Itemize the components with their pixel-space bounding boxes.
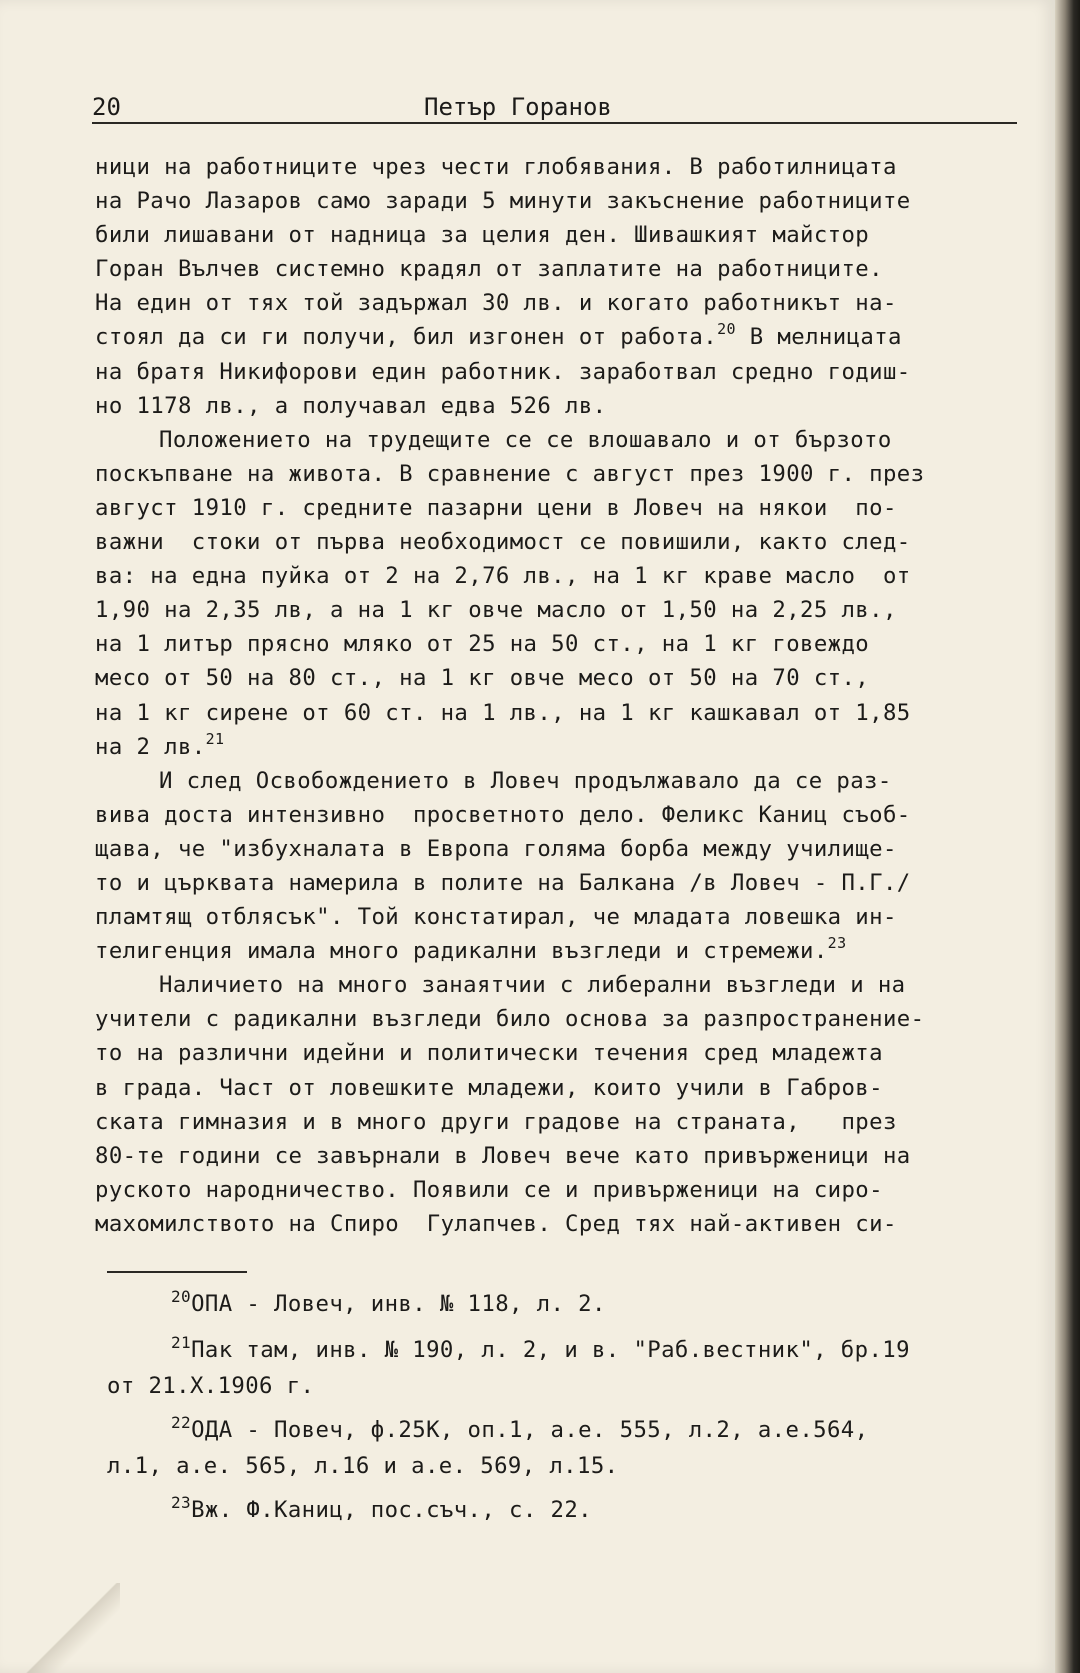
text-line: но 1178 лв., а получавал едва 526 лв. [95,392,607,419]
paragraph-start: И след Освобождението в Ловеч продължавало да се раз- [159,767,892,794]
footnote-text: ОПА - Ловеч, инв. № 118, л. 2. [191,1291,606,1317]
text-line: важни стоки от първа необходимост се повишили, както след- [95,529,911,556]
text-line: в града. Част от ловешките младежи, които учили в Габров- [95,1074,883,1101]
footnote-ref-20: 20 [717,320,736,339]
text-line: махомилството на Спиро Гулапчев. Сред тях най-активен си- [95,1210,897,1237]
text-line: на братя Никифорови един работник. заработвал средно годиш- [95,358,911,385]
footnote-gap [107,1403,1037,1413]
footnote-23 [107,1493,1037,1529]
footnote-continuation: от 21.X.1906 г. [107,1373,315,1399]
footnote-gap [107,1323,1037,1333]
footnote-number: 23 [171,1493,192,1512]
text-line-part: В мелницата [735,324,902,351]
footnote-separator [107,1271,247,1273]
text-line: ската гимназия и в много други градове на страната, през [95,1108,897,1135]
text-line-with-ref [95,730,1035,764]
footnote-ref-21: 21 [205,729,225,748]
text-line: поскъпване на живота. В сравнение с август през 1900 г. през [95,460,925,487]
text-line: пламтящ отблясък". Той констатирал, че младата ловешка ин- [95,904,897,931]
text-line: щава, че "избухналата в Европа голяма борба между училище- [95,835,897,862]
paragraph-start: Положението на трудещите се се влошавало и от бързото [159,426,892,453]
paragraph-start: Наличието на много занаятчии с либерални възгледи и на [159,972,906,999]
text-line: месо от 50 на 80 ст., на 1 кг овче месо от 50 на 70 ст., [95,665,870,692]
text-line: на 1 кг сирене от 60 ст. на 1 лв., на 1 кг кашкавал от 1,85 [95,699,911,726]
text-line: вива доста интензивно просветното дело. Феликс Каниц съоб- [95,801,911,828]
text-line-part: на 2 лв. [95,733,206,760]
footnote-text: ОДА - Повеч, ф.25К, оп.1, а.е. 555, л.2, а.е.564, [191,1417,869,1443]
body-text [95,150,1035,1241]
footnote-number: 20 [171,1287,192,1306]
footnote-number: 22 [171,1413,192,1432]
footnotes [107,1287,1037,1529]
text-line-with-ref [95,320,1035,354]
footnote-gap [107,1483,1037,1493]
text-line: учители с радикални възгледи било основа за разпространение- [95,1006,925,1033]
text-line: руското народничество. Появили се и привърженици на сиро- [95,1176,883,1203]
text-line-part: телигенция имала много радикални възгледи и стремежи. [95,938,828,965]
footnote-ref-23: 23 [827,934,847,953]
text-line: на Рачо Лазаров само заради 5 минути закъснение работниците [95,188,911,215]
running-title: Петър Горанов [424,93,612,121]
text-line-with-ref [95,934,1035,968]
footnote-text: Пак там, инв. № 190, л. 2, и в. "Раб.вестник", бр.19 [191,1337,910,1363]
book-spine [1055,0,1080,1673]
text-line: на 1 литър прясно мляко от 25 на 50 ст., на 1 кг говеждо [95,631,870,658]
footnote-continuation: л.1, а.е. 565, л.16 и а.е. 569, л.15. [107,1453,619,1479]
text-line: ници на работниците чрез чести глобявания. В работилницата [95,154,897,180]
page-number: 20 [92,93,121,121]
text-line: то и църквата намерила в полите на Балкана /в Ловеч - П.Г./ [95,869,911,896]
text-line: На един от тях той задържал 30 лв. и когато работникът на- [95,290,897,317]
text-line: 1,90 на 2,35 лв, а на 1 кг овче масло от 1,50 на 2,25 лв., [95,597,897,624]
text-line-part: стоял да си ги получи, бил изгонен от работа. [95,324,718,351]
footnote-number: 21 [171,1333,192,1352]
page-corner-shadow [0,1583,120,1673]
footnote-21 [107,1333,1037,1369]
text-line: Горан Вълчев системно крадял от заплатите на работниците. [95,256,883,283]
running-head [92,92,1017,124]
text-line: били лишавани от надница за целия ден. Шивашкият майстор [95,222,870,249]
text-line: ва: на една пуйка от 2 на 2,76 лв., на 1 кг краве масло от [95,563,911,590]
footnote-20 [107,1287,1037,1323]
text-line: август 1910 г. средните пазарни цени в Ловеч на някои по- [95,494,897,521]
footnote-22 [107,1413,1037,1449]
text-line: то на различни идейни и политически течения сред младежта [95,1040,883,1067]
footnote-text: Вж. Ф.Каниц, пос.съч., с. 22. [191,1497,592,1523]
text-line: 80-те години се завърнали в Ловеч вече като привърженици на [95,1142,911,1169]
